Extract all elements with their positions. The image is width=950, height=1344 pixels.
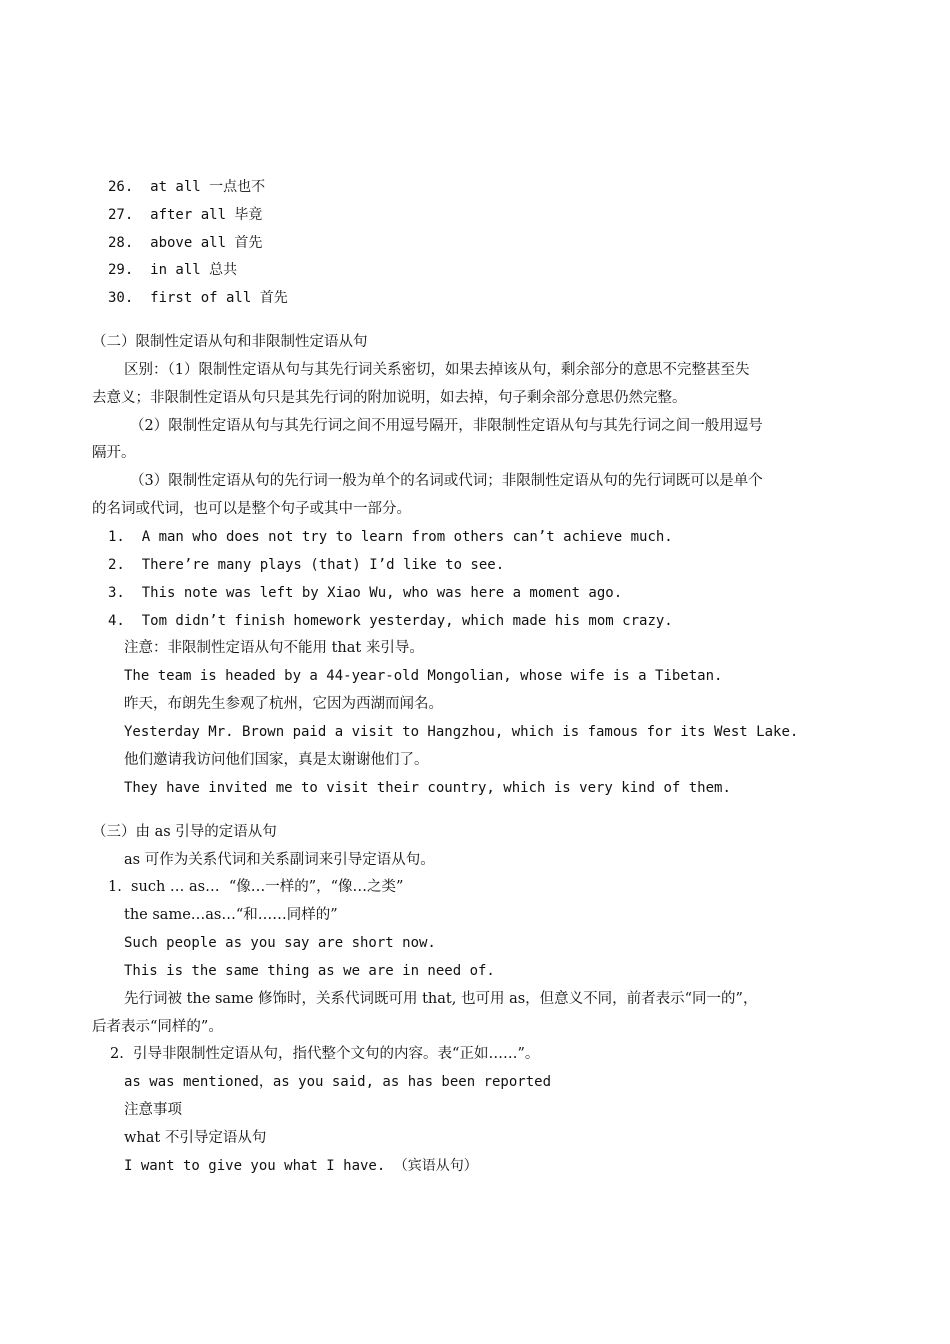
example-sentence: 1. A man who does not try to learn from others can’t achieve much. [108,529,673,545]
paragraph-line: the same…as…“和……同样的” [124,907,338,923]
example-sentence: 2. There’re many plays (that) I’d like to see. [108,557,505,573]
paragraph-line: 去意义；非限制性定语从句只是其先行词的附加说明，如去掉，句子剩余部分意思仍然完整。 [92,390,687,406]
example-sentence: This is the same thing as we are in need of. [124,963,495,979]
example-sentence: They have invited me to visit their country, which is very kind of them. [124,780,731,796]
paragraph-line: （3）限制性定语从句的先行词一般为单个的名词或代词；非限制性定语从句的先行词既可以是单个 [130,473,763,489]
paragraph-line: （2）限制性定语从句与其先行词之间不用逗号隔开，非限制性定语从句与其先行词之间一般用逗号 [130,418,763,434]
example-sentence: Yesterday Mr. Brown paid a visit to Hangzhou, which is famous for its West Lake. [124,724,799,740]
paragraph-line: 先行词被 the same 修饰时，关系代词既可用 that, 也可用 as，但意义不同，前者表示“同一的”， [124,991,758,1007]
paragraph-line: 隔开。 [92,445,136,461]
paragraph-line: 后者表示“同样的”。 [92,1019,223,1035]
translation-line: 昨天，布朗先生参观了杭州，它因为西湖而闻名。 [124,696,443,712]
list-item: 27. after all 毕竟 [108,207,263,223]
paragraph-line: as 可作为关系代词和关系副词来引导定语从句。 [124,852,435,868]
list-item: 29. in all 总共 [108,262,238,278]
list-item: 1. such … as… “像…一样的”，“像…之类” [108,879,404,895]
section-heading: （二）限制性定语从句和非限制性定语从句 [92,334,368,350]
example-sentence: The team is headed by a 44-year-old Mongolian, whose wife is a Tibetan. [124,668,723,684]
list-item: 26. at all 一点也不 [108,179,266,195]
list-item: 28. above all 首先 [108,235,263,251]
example-sentence: 4. Tom didn’t finish homework yesterday, which made his mom crazy. [108,613,673,629]
example-sentence: 3. This note was left by Xiao Wu, who was here a moment ago. [108,585,623,601]
section-heading: （三）由 as 引导的定语从句 [92,824,277,840]
example-sentence: Such people as you say are short now. [124,935,436,951]
example-sentence: I want to give you what I have. （宾语从句） [124,1158,478,1174]
paragraph-line: what 不引导定语从句 [124,1130,267,1146]
paragraph-line: 的名词或代词，也可以是整个句子或其中一部分。 [92,501,411,517]
example-sentence: as was mentioned，as you said, as has been reported [124,1074,552,1090]
note-line: 注意：非限制性定语从句不能用 that 来引导。 [124,640,424,656]
paragraph-line: 区别：（1）限制性定语从句与其先行词关系密切，如果去掉该从句，剩余部分的意思不完整甚至失 [124,362,750,378]
paragraph-line: 注意事项 [124,1102,182,1118]
list-item: 2. 引导非限制性定语从句，指代整个文句的内容。表“正如……”。 [110,1046,540,1062]
list-item: 30. first of all 首先 [108,290,288,306]
translation-line: 他们邀请我访问他们国家，真是太谢谢他们了。 [124,752,429,768]
